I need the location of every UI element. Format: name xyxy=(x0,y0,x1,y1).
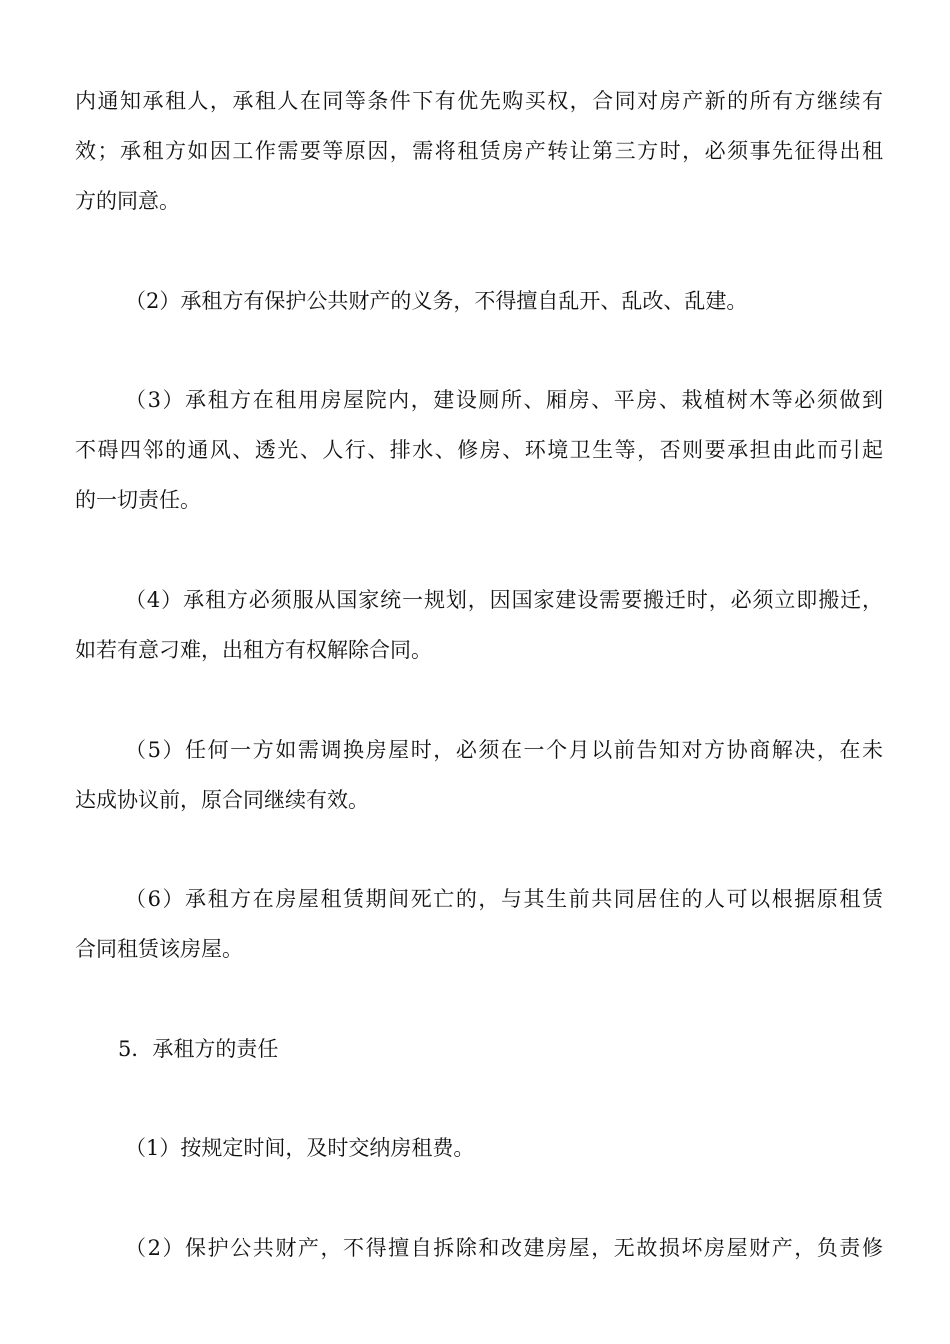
paragraph-line: （4）承租方必须服从国家统一规划，因国家建设需要搬迁时，必须立即搬迁， xyxy=(125,588,883,612)
paragraph-line: （3）承租方在租用房屋院内，建设厕所、厢房、平房、栽植树木等必须做到 xyxy=(125,388,883,412)
section-heading: 5．承租方的责任 xyxy=(118,1037,279,1061)
paragraph-line: （2）承租方有保护公共财产的义务，不得擅自乱开、乱改、乱建。 xyxy=(125,289,748,313)
paragraph-line: 达成协议前，原合同继续有效。 xyxy=(75,788,369,812)
paragraph-line: （6）承租方在房屋租赁期间死亡的，与其生前共同居住的人可以根据原租赁 xyxy=(125,887,883,911)
paragraph-line: 合同租赁该房屋。 xyxy=(75,937,243,961)
paragraph-line: 如若有意刁难，出租方有权解除合同。 xyxy=(75,638,432,662)
paragraph-line: 效；承租方如因工作需要等原因，需将租赁房产转让第三方时，必须事先征得出租 xyxy=(75,139,883,163)
paragraph-line: （1）按规定时间，及时交纳房租费。 xyxy=(125,1136,475,1160)
paragraph-line: 的一切责任。 xyxy=(75,488,201,512)
paragraph-line: （5）任何一方如需调换房屋时，必须在一个月以前告知对方协商解决，在未 xyxy=(125,738,883,762)
paragraph-line: 内通知承租人，承租人在同等条件下有优先购买权，合同对房产新的所有方继续有 xyxy=(75,89,883,113)
paragraph-line: 方的同意。 xyxy=(75,189,180,213)
paragraph-line: （2）保护公共财产，不得擅自拆除和改建房屋，无故损坏房屋财产，负责修 xyxy=(125,1236,883,1260)
paragraph-line: 不碍四邻的通风、透光、人行、排水、修房、环境卫生等，否则要承担由此而引起 xyxy=(75,438,883,462)
